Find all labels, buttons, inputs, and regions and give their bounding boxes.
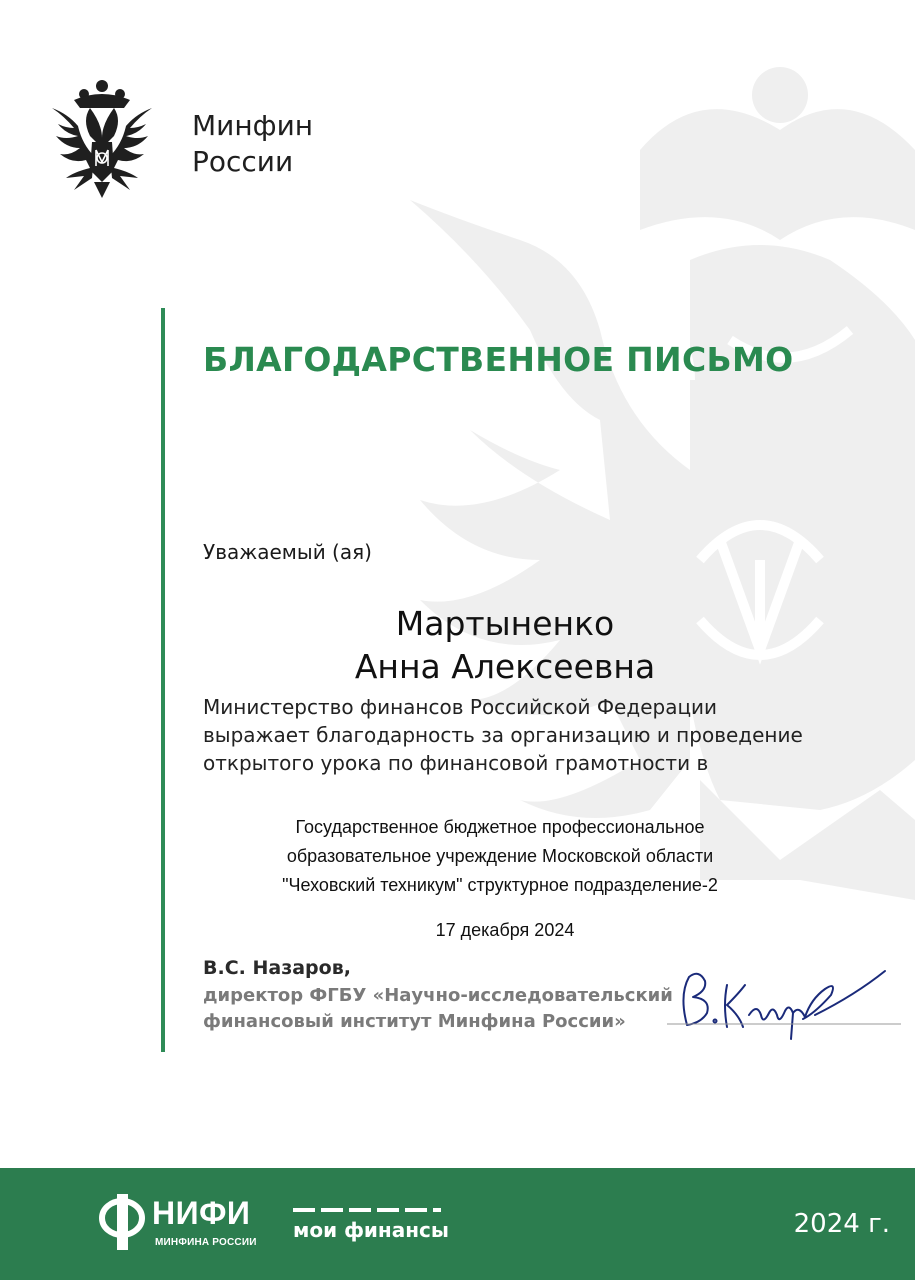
ministry-name-line1: Минфин (192, 109, 314, 142)
signer-name: В.С. Назаров, (203, 957, 351, 979)
recipient-given-names: Анна Алексеевна (354, 647, 656, 686)
recipient-name (300, 602, 710, 688)
organization-line: образовательное учреждение Московской области (286, 846, 714, 866)
organization-line: Государственное бюджетное профессиональное (295, 817, 705, 837)
organization-line: "Чеховский техникум" структурное подразделение-2 (282, 875, 718, 895)
ministry-name-line2: России (192, 145, 294, 178)
gratitude-line: выражает благодарность за организацию и проведение (203, 723, 803, 747)
ministry-logo-text (192, 108, 313, 180)
signer-title (203, 983, 673, 1035)
organization-name (200, 813, 800, 900)
nifi-phi-icon (98, 1192, 154, 1252)
gratitude-line: Министерство финансов Российской Федерации (203, 695, 718, 719)
signer-title-line: финансовый институт Минфина России» (203, 1011, 626, 1032)
moi-finansy-bar-icon (293, 1208, 441, 1212)
signer-title-line: директор ФГБУ «Научно-исследовательский (203, 985, 673, 1006)
moi-finansy-text: мои финансы (293, 1218, 449, 1242)
green-vertical-rule (161, 308, 165, 1052)
gratitude-line: открытого урока по финансовой грамотности в (203, 751, 709, 775)
letter-date: 17 декабря 2024 (435, 920, 575, 940)
ministry-eagle-emblem-icon (44, 78, 160, 200)
nifi-logo (98, 1190, 258, 1260)
nifi-name: НИФИ (152, 1195, 251, 1231)
recipient-surname: Мартыненко (395, 604, 615, 643)
gratitude-text (203, 693, 823, 777)
footer-year: 2024 г. (793, 1209, 890, 1239)
moi-finansy-logo (293, 1208, 449, 1242)
nifi-subtitle: МИНФИНА РОССИИ (155, 1237, 257, 1248)
handwritten-signature (665, 955, 905, 1045)
letter-title: БЛАГОДАРСТВЕННОЕ ПИСЬМО (203, 340, 794, 379)
greeting: Уважаемый (ая) (203, 540, 372, 564)
